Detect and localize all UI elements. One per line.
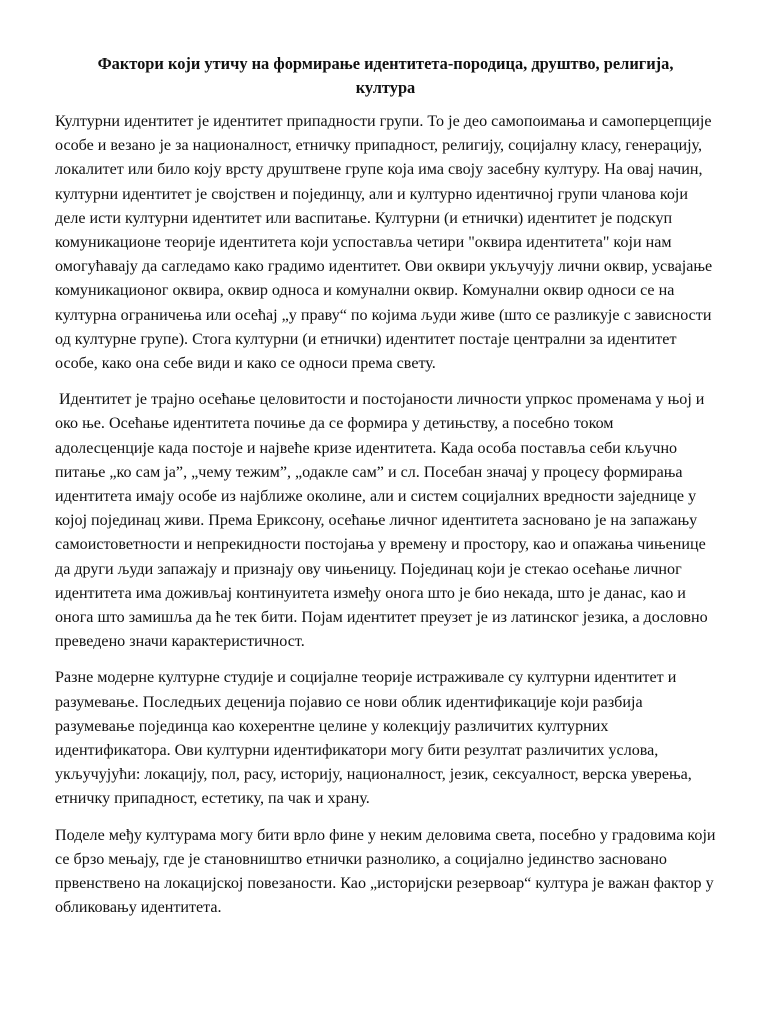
paragraph-modern-studies: Разне модерне културне студије и социјалне теорије истраживале су културни идентитет и разумевање. Последњих деценија појавио се нови облик идентификације који разбија разумевање појединца као кохерентне целине у колекцију различитих културних идентификатора. Ови културни идентификатори могу бити резултат различитих услова, укључујући: локацију, пол, расу, историју, националност, језик, сексуалност, верска уверења, етничку припадност, естетику, па чак и храну. (55, 669, 692, 808)
paragraph-identity-definition: Идентитет је трајно осећање целовитости и постојаности личности упркос променама у њој и око ње. Осећање идентитета почиње да се формира у детињству, а посебно током адолесценције када постоје и највеће кризе идентитета. Када особа поставља себи кључно питање „ко сам ја”, „чему тежим”, „одакле сам” и сл. Посебан значај у процесу формирања идентитета имају особе из најближе околине, али и систем социјалних вредности заједнице у којој појединац живи. Према Ериксону, осећање личног идентитета засновано је на запажању самоистоветности и непрекидности постојања у времену и простору, као и опажања чињенице да други људи запажају и признају ову чињеницу. Појединац који је стекао осећање личног идентитета има доживљај континуитета између онога што је био некада, што је данас, као и онога што замишља да ће тек бити. Појам идентитет преузет је из латинског језика, а дословно преведено значи карактеристичност. (55, 391, 708, 651)
paragraph-cultural-identity: Културни идентитет је идентитет припадности групи. То је део самопоимања и самоперцепције особе и везано је за националност, етничку припадност, религију, социјалну класу, генерацију, локалитет или било коју врсту друштвене групе која има своју засебну културу. На овај начин, културни идентитет је својствен и појединцу, али и културно идентичној групи чланова који деле исти културни идентитет или васпитање. Културни (и етнички) идентитет је подскуп комуникационе теорије идентитета који успоставља четири "оквира идентитета" који нам омогућавају да сагледамо како градимо идентитет. Ови оквири укључују лични оквир, усвајање комуникационог оквира, оквир односа и комунални оквир. Комунални оквир односи се на културна ограничења или осећај „у праву“ по којима људи живе (што се разликује с зависности од културне групе). Стога културни (и етнички) идентитет постаје централни за идентитет особе, како она себе види и како се односи према свету. (55, 113, 713, 373)
paragraph-cultural-divisions: Поделе међу културама могу бити врло фине у неким деловима света, посебно у градовима који се брзо мењају, где је становништво етнички разнолико, а социјално јединство засновано првенствено на локацијској повезаности. Као „историјски резервоар“ култура је важан фактор у обликовању идентитета. (55, 826, 716, 917)
document-title: Фактори који утичу на формирање идентитета-породица, друштво, религија, култура (97, 54, 674, 97)
